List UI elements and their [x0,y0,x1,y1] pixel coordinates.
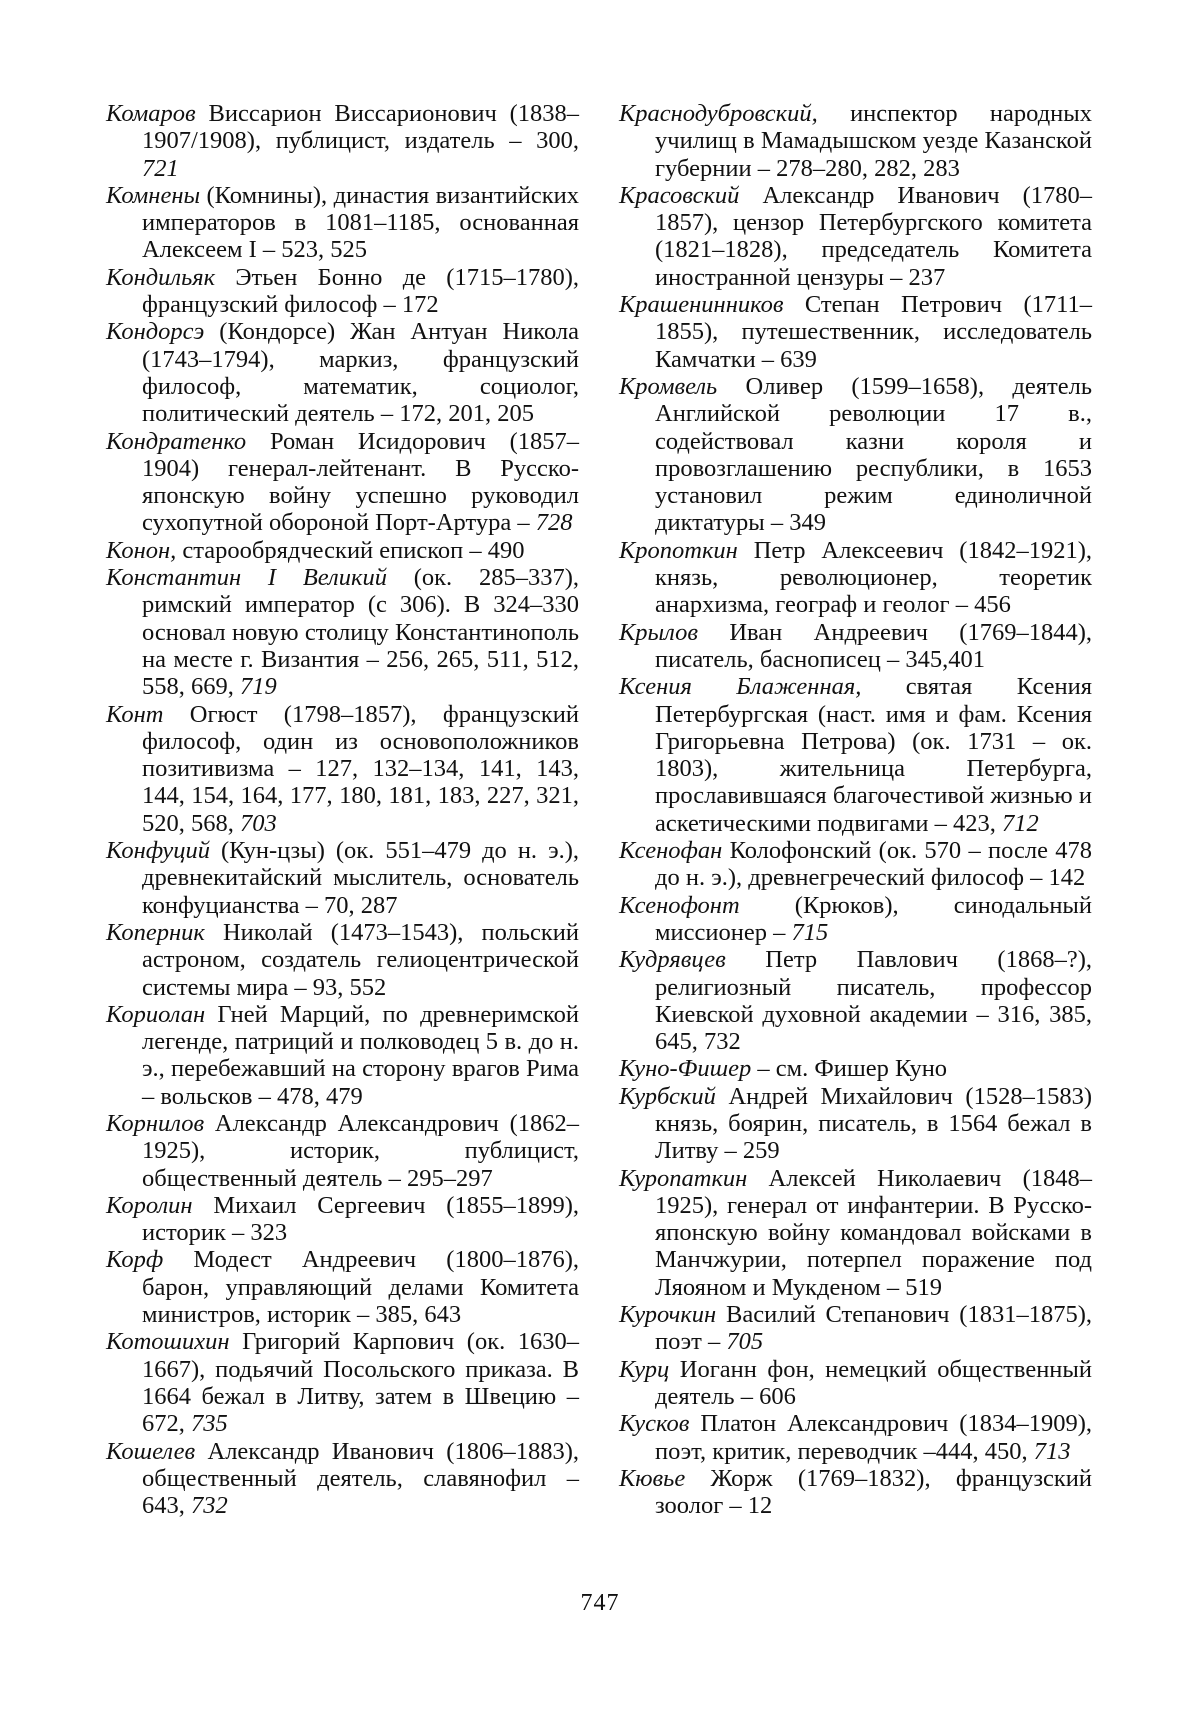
entry-description: (Комнины), династия византийских императоров в 1081–1185, основанная Алексеем I – 523, 525 [142,181,579,264]
entry-italic-page-ref: 732 [191,1492,228,1520]
entry-name: Куропаткин [619,1164,748,1192]
index-entry [106,1110,579,1192]
right-column [619,100,1092,1519]
entry-italic-page-ref: 721 [142,154,179,182]
entry-name: Кромвель [619,372,718,400]
entry-description: Петр Павлович (1868–?), религиозный писатель, профессор Киевской духовной академии – 316, 385, 645, 732 [655,946,1092,1056]
entry-name: Корнилов [106,1109,205,1137]
entry-name: Котошихин [106,1328,230,1356]
entry-name: Курц [619,1355,670,1383]
entry-name: Курбский [619,1082,716,1110]
entry-italic-page-ref: 728 [535,509,573,537]
entry-name: Корф [106,1246,164,1274]
entry-italic-page-ref: 713 [1033,1437,1071,1465]
entry-name: Ксения Блаженная, [619,673,862,701]
entry-description: – см. Фишер Куно [751,1055,948,1083]
entry-name: Конон, [106,536,177,564]
entry-name: Кондильяк [106,263,216,291]
index-entry [106,537,579,564]
entry-description: Михаил Сергеевич (1855–1899), историк – 323 [142,1191,579,1247]
entry-italic-page-ref: 719 [240,673,277,701]
entry-name: Крылов [619,618,698,646]
entry-description: Григорий Карпович (ок. 1630–1667), подьячий Посольского приказа. В 1664 бежал в Литву, затем в Швецию – 672, [142,1328,579,1438]
index-entry [619,182,1092,291]
entry-description: Петр Алексеевич (1842–1921), князь, революционер, теоретик анархизма, географ и геолог – 456 [655,536,1092,619]
entry-description: Гней Марций, по древнеримской легенде, патриций и полководец 5 в. до н. э., перебежавший на сторону врагов Рима – вольсков – 478, 479 [142,1000,579,1110]
entry-name: Краснодубровский, [619,100,818,127]
entry-description: Колофонский (ок. 570 – после 478 до н. э.), древнегреческий философ – 142 [655,837,1092,892]
entry-name: Комаров [106,100,196,127]
entry-name: Комнены [106,181,201,209]
index-entry [619,1356,1092,1411]
index-entry [619,373,1092,537]
entry-description: Александр Александрович (1862–1925), историк, публицист, общественный деятель – 295–297 [142,1109,579,1192]
entry-name: Куно-Фишер [619,1055,752,1083]
entry-name: Константин I Великий [106,564,387,592]
index-entry [619,1165,1092,1301]
entry-description: Александр Иванович (1780–1857), цензор Петербургского комитета (1821–1828), председатель Комитета иностранной цензуры – 237 [655,181,1092,291]
index-entry [106,100,579,182]
entry-description: Иван Андреевич (1769–1844), писатель, баснописец – 345,401 [655,618,1092,673]
entry-description: Жорж (1769–1832), французский зоолог – 12 [655,1464,1092,1520]
index-entry [619,291,1092,373]
index-entry [619,1083,1092,1165]
entry-description: Василий Степанович (1831–1875), поэт – [655,1301,1092,1356]
entry-name: Кошелев [106,1437,196,1465]
entry-description: Виссарион Виссарионович (1838–1907/1908), публицист, издатель – 300, [142,100,579,155]
entry-name: Конфуций [106,837,210,865]
entry-italic-page-ref: 712 [1002,809,1039,837]
entry-name: Конт [106,700,164,728]
entry-description: Андрей Михайлович (1528–1583) князь, боярин, писатель, в 1564 бежал в Литву – 259 [655,1082,1092,1165]
index-entry [106,1328,579,1437]
entry-description: Платон Александрович (1834–1909), поэт, критик, переводчик –444, 450, [655,1410,1092,1465]
index-entry [619,619,1092,674]
entry-name: Кусков [619,1410,690,1438]
entry-description: Степан Петрович (1711–1855), путешественник, исследователь Камчатки – 639 [655,291,1092,373]
entry-italic-page-ref: 705 [726,1328,764,1356]
entry-name: Кропоткин [619,536,738,564]
index-entry [619,837,1092,892]
entry-name: Кювье [619,1464,686,1492]
entry-description: (Кондорсе) Жан Антуан Никола (1743–1794), маркиз, французский философ, математик, социолог, политический деятель – 172, 201, 205 [142,318,579,428]
entry-name: Кондратенко [106,427,247,455]
entry-name: Красовский [619,181,740,209]
index-entry [619,1465,1092,1520]
index-entry [106,919,579,1001]
entry-description: (ок. 285–337), римский император (с 306). В 324–330 основал новую столицу Константинополь на месте г. Византия – 256, 265, 511, 512, 558, 669, [142,564,579,701]
index-entry [106,318,579,427]
index-entry [619,1055,1092,1082]
entry-description: инспектор народных училищ в Мамадышском уезде Казанской губернии – 278–280, 282, 283 [655,100,1092,182]
entry-description: Оливер (1599–1658), деятель Английской революции 17 в., содействовал казни короля и провозглашению республики, в 1653 установил режим единоличной диктатуры – 349 [655,372,1092,537]
entry-name: Кондорсэ [106,318,205,346]
entry-name: Крашенинников [619,291,784,319]
entry-name: Кориолан [106,1000,206,1028]
index-entry [619,537,1092,619]
left-column [106,100,579,1519]
entry-description: Модест Андреевич (1800–1876), барон, управляющий делами Комитета министров, историк – 385, 643 [142,1246,579,1329]
index-entry [106,264,579,319]
index-entry [619,1301,1092,1356]
entry-description: (Крюков), синодальный миссионер – [655,891,1092,946]
entry-name: Кудрявцев [619,946,726,974]
entry-name: Ксенофан [619,837,723,865]
entry-italic-page-ref: 715 [791,918,829,946]
entry-name: Королин [106,1191,193,1219]
entry-description: Алексей Николаевич (1848–1925), генерал от инфантерии. В Русско-японскую войну командовал войсками в Манчжурии, потерпел поражение под Ляояном и Мукденом – 519 [655,1164,1092,1301]
entry-description: Огюст (1798–1857), французский философ, один из основоположников позитивизма – 127, 132–134, 141, 143, 144, 154, 164, 177, 180, 181, 183, 227, 321, 520, 568, [142,700,579,837]
index-entry [619,892,1092,947]
index-entry [106,1001,579,1110]
entry-description: Иоганн фон, немецкий общественный деятель – 606 [655,1355,1092,1410]
index-entry [106,1246,579,1328]
index-entry [106,1438,579,1520]
entry-description: старообрядческий епископ – 490 [176,536,525,564]
entry-italic-page-ref: 735 [191,1410,228,1438]
entry-name: Курочкин [619,1301,717,1329]
index-page [106,100,1092,1640]
index-entry [106,701,579,837]
index-entry [619,946,1092,1055]
entry-italic-page-ref: 703 [240,809,277,837]
entry-description: Николай (1473–1543), польский астроном, создатель гелиоцентрической системы мира – 93, 552 [142,918,579,1001]
index-entry [619,673,1092,837]
index-entry [106,1192,579,1247]
page-number: 747 [580,1590,620,1616]
index-entry [106,564,579,700]
index-entry [106,428,579,537]
entry-description: Роман Исидорович (1857–1904) генерал-лейтенант. В Русско-японскую войну успешно руководил сухопутной обороной Порт-Артура – [142,427,579,537]
entry-name: Ксенофонт [619,891,740,919]
entry-description: Александр Иванович (1806–1883), общественный деятель, славянофил – 643, [142,1437,579,1520]
index-entry [106,837,579,919]
entry-description: (Кун-цзы) (ок. 551–479 до н. э.), древнекитайский мыслитель, основатель конфуцианства – 70, 287 [142,837,579,919]
index-entry [619,100,1092,182]
entry-description: святая Ксения Петербургская (наст. имя и фам. Ксения Григорьевна Петрова) (ок. 1731 – ок. 1803), жительница Петербурга, прославившаяся благочестивой жизнью и аскетическими подвигами – 423, [655,673,1092,837]
entry-name: Коперник [106,918,205,946]
entry-description: Этьен Бонно де (1715–1780), французский философ – 172 [142,263,579,319]
index-entry [106,182,579,264]
index-entry [619,1410,1092,1465]
